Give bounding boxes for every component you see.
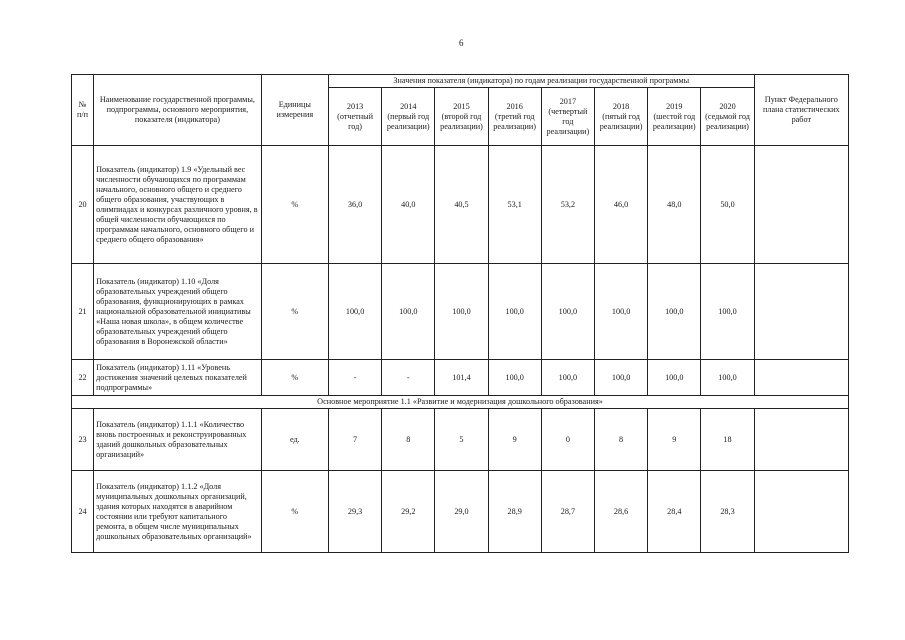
- table-row: [72, 471, 849, 553]
- section-title: Основное мероприятие 1.1 «Развитие и модернизация дошкольного образования»: [72, 396, 849, 409]
- page-number: 6: [459, 38, 464, 48]
- federal-plan-cell: [754, 146, 848, 264]
- indicator-table: [71, 74, 849, 553]
- header-year-label: 2017: [559, 96, 577, 106]
- value-cell: 7: [328, 409, 381, 471]
- value-cell: 28,7: [541, 471, 594, 553]
- table-row: [72, 146, 849, 264]
- row-number: 20: [72, 146, 94, 264]
- value-cell: 50,0: [701, 146, 754, 264]
- unit-cell: %: [261, 146, 328, 264]
- header-year-note: (второй год реализации): [440, 111, 483, 131]
- value-cell: 101,4: [435, 360, 488, 396]
- row-number: 24: [72, 471, 94, 553]
- value-cell: 100,0: [541, 264, 594, 360]
- header-values-group: Значения показателя (индикатора) по годам реализации государственной программы: [328, 75, 754, 88]
- indicator-name: Показатель (индикатор) 1.10 «Доля образовательных учреждений общего образования, функционирующих в рамках национальной образовательной инициативы «Наша новая школа», в общем количестве образовательных учреждений общего образования в Воронежской области»: [94, 264, 262, 360]
- value-cell: 40,0: [382, 146, 435, 264]
- value-cell: 48,0: [648, 146, 701, 264]
- value-cell: 5: [435, 409, 488, 471]
- header-year-label: 2016: [506, 101, 523, 111]
- value-cell: 100,0: [648, 360, 701, 396]
- row-number: 23: [72, 409, 94, 471]
- value-cell: 28,4: [648, 471, 701, 553]
- federal-plan-cell: [754, 264, 848, 360]
- header-units: Единицы измерения: [261, 75, 328, 146]
- value-cell: 9: [488, 409, 541, 471]
- value-cell: 100,0: [328, 264, 381, 360]
- header-year-note: (первый год реализации): [386, 111, 430, 131]
- header-year-1: [382, 88, 435, 146]
- indicator-name: Показатель (индикатор) 1.11 «Уровень достижения значений целевых показателей подпрограммы»: [94, 360, 262, 396]
- value-cell: 53,2: [541, 146, 594, 264]
- header-year-label: 2018: [612, 101, 630, 111]
- value-cell: 100,0: [488, 264, 541, 360]
- federal-plan-cell: [754, 409, 848, 471]
- unit-cell: ед.: [261, 409, 328, 471]
- value-cell: 29,2: [382, 471, 435, 553]
- header-year-4: [541, 88, 594, 146]
- federal-plan-cell: [754, 471, 848, 553]
- header-year-7: [701, 88, 754, 146]
- header-year-note: (третий год реализации): [493, 111, 537, 131]
- header-year-5: [594, 88, 647, 146]
- value-cell: 40,5: [435, 146, 488, 264]
- header-year-note: (шестой год реализации): [652, 111, 696, 131]
- header-year-note: (пятый год реализации): [599, 111, 643, 131]
- value-cell: 28,6: [594, 471, 647, 553]
- value-cell: 18: [701, 409, 754, 471]
- indicator-name: Показатель (индикатор) 1.1.2 «Доля муниципальных дошкольных организаций, здания которых находятся в аварийном состоянии или требуют капитального ремонта, в общем числе муниципальных дошкольных образовательных организаций»: [94, 471, 262, 553]
- value-cell: 8: [382, 409, 435, 471]
- header-year-label: 2015: [453, 101, 470, 111]
- value-cell: 36,0: [328, 146, 381, 264]
- table-row: [72, 264, 849, 360]
- header-year-3: [488, 88, 541, 146]
- value-cell: -: [382, 360, 435, 396]
- table-row: [72, 360, 849, 396]
- value-cell: 100,0: [701, 360, 754, 396]
- value-cell: 53,1: [488, 146, 541, 264]
- value-cell: 28,3: [701, 471, 754, 553]
- unit-cell: %: [261, 471, 328, 553]
- value-cell: 100,0: [701, 264, 754, 360]
- unit-cell: %: [261, 264, 328, 360]
- header-year-label: 2020: [719, 101, 736, 111]
- header-name: Наименование государственной программы, подпрограммы, основного мероприятия, показателя (индикатора): [94, 75, 262, 146]
- header-num: № п/п: [72, 75, 94, 146]
- header-year-0: [328, 88, 381, 146]
- header-year-note: (четвертый год реализации): [546, 106, 590, 136]
- header-year-label: 2013: [346, 101, 364, 111]
- value-cell: 100,0: [382, 264, 435, 360]
- row-number: 22: [72, 360, 94, 396]
- value-cell: 9: [648, 409, 701, 471]
- unit-cell: %: [261, 360, 328, 396]
- federal-plan-cell: [754, 360, 848, 396]
- value-cell: 0: [541, 409, 594, 471]
- header-year-note: (отчетный год): [337, 111, 374, 131]
- value-cell: 28,9: [488, 471, 541, 553]
- value-cell: 100,0: [648, 264, 701, 360]
- value-cell: 100,0: [594, 360, 647, 396]
- value-cell: 100,0: [594, 264, 647, 360]
- row-number: 21: [72, 264, 94, 360]
- header-year-label: 2014: [400, 101, 417, 111]
- value-cell: -: [328, 360, 381, 396]
- header-year-2: [435, 88, 488, 146]
- value-cell: 100,0: [435, 264, 488, 360]
- value-cell: 29,0: [435, 471, 488, 553]
- table-row: [72, 409, 849, 471]
- value-cell: 8: [594, 409, 647, 471]
- header-year-6: [648, 88, 701, 146]
- header-year-note: (седьмой год реализации): [705, 111, 750, 131]
- indicator-name: Показатель (индикатор) 1.1.1 «Количество вновь построенных и реконструированных зданий дошкольных образовательных организаций»: [94, 409, 262, 471]
- value-cell: 46,0: [594, 146, 647, 264]
- value-cell: 29,3: [328, 471, 381, 553]
- indicator-name: Показатель (индикатор) 1.9 «Удельный вес численности обучающихся по программам начального, основного общего и среднего общего образования, участвующих в олимпиадах и конкурсах различного уровня, в общей численности обучающихся по программам начального, основного общего и среднего общего образования»: [94, 146, 262, 264]
- header-year-label: 2019: [666, 101, 683, 111]
- value-cell: 100,0: [541, 360, 594, 396]
- header-federal-plan: Пункт Федерального плана статистических работ: [754, 75, 848, 146]
- value-cell: 100,0: [488, 360, 541, 396]
